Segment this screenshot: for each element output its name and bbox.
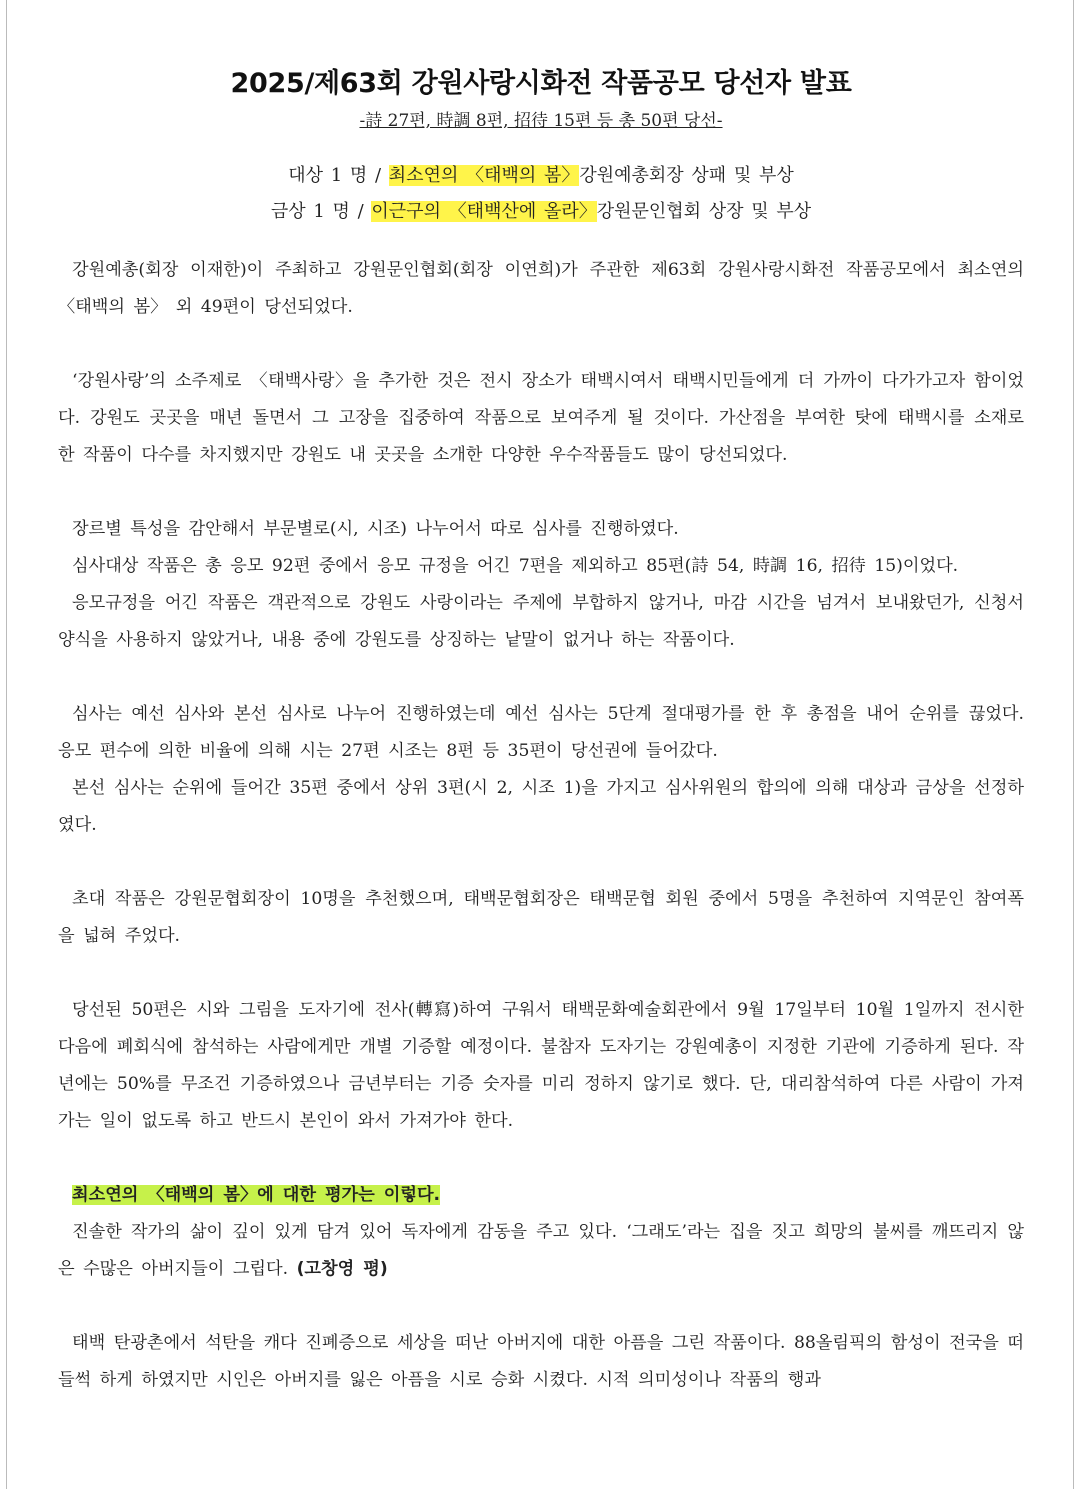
paragraph-entries: 심사대상 작품은 총 응모 92편 중에서 응모 규정을 어긴 7편을 제외하고 85편(詩 54, 時調 16, 招待 15)이었다.: [72, 556, 959, 576]
award-rank: 금상 1 명 /: [270, 201, 372, 222]
review-comment: 진솔한 작가의 삶이 깊이 있게 담겨 있어 독자에게 감동을 주고 있다. ‘그래도’라는 집을 짓고 희망의 불씨를 깨뜨리지 않은 수많은 아버지들이 그립다.: [58, 1222, 1024, 1279]
review-signature: (고창영 평): [296, 1259, 388, 1279]
review-heading-line: [58, 1177, 1024, 1214]
paragraph-intro: 강원예총(회장 이재한)이 주최하고 강원문인협회(회장 이연희)가 주관한 제63회 강원사랑시화전 작품공모에서 최소연의 〈태백의 봄〉 외 49편이 당선되었다.: [58, 260, 1024, 317]
page-border-right: [1073, 0, 1074, 1489]
paragraph-invited: 초대 작품은 강원문협회장이 10명을 추천했으며, 태백문협회장은 태백문협 회원 중에서 5명을 추천하여 지역문인 참여폭을 넓혀 주었다.: [58, 889, 1024, 946]
review-text-2: 태백 탄광촌에서 석탄을 캐다 진폐증으로 세상을 떠난 아버지에 대한 아픔을 그린 작품이다. 88올림픽의 함성이 전국을 떠들썩 하게 하였지만 시인은 아버지를 잃은 아픔을 시로 승화 시켰다. 시적 의미성이나 작품의 행과: [58, 1333, 1024, 1390]
award-winner-highlight: 최소연의 〈태백의 봄〉: [388, 165, 580, 186]
page-border-left: [6, 0, 7, 1489]
document-title: 2025/제63회 강원사랑시화전 작품공모 당선자 발표: [230, 68, 852, 99]
review-text: [58, 1214, 1024, 1288]
award-gold-prize: [58, 194, 1024, 230]
document-page: [58, 62, 1024, 1399]
award-prize: 강원문인협회 상장 및 부상: [596, 201, 812, 222]
award-prize: 강원예총회장 상패 및 부상: [579, 165, 794, 186]
paragraph-genre: 장르별 특성을 감안해서 부문별로(시, 시조) 나누어서 따로 심사를 진행하였다.: [72, 519, 679, 539]
paragraph-theme: ‘강원사랑’의 소주제로 〈태백사랑〉을 추가한 것은 전시 장소가 태백시여서 태백시민들에게 더 가까이 다가가고자 함이었다. 강원도 곳곳을 매년 돌면서 그 고장을 집중하여 작품으로 보여주게 될 것이다. 가산점을 부여한 탓에 태백시를 소재로 한 작품이 다수를 차지했지만 강원도 내 곳곳을 소개한 다양한 우수작품들도 많이 당선되었다.: [58, 371, 1024, 465]
document-subtitle: -詩 27편, 時調 8편, 招待 15편 등 총 50편 당선-: [359, 111, 723, 131]
award-rank: 대상 1 명 /: [288, 165, 389, 186]
review-heading: 최소연의 〈태백의 봄〉에 대한 평가는 이렇다.: [72, 1185, 441, 1205]
paragraph-rules: 응모규정을 어긴 작품은 객관적으로 강원도 사랑이라는 주제에 부합하지 않거나, 마감 시간을 넘겨서 보내왔던가, 신청서 양식을 사용하지 않았거나, 내용 중에 강원도를 상징하는 낱말이 없거나 하는 작품이다.: [58, 593, 1024, 650]
paragraph-final: 본선 심사는 순위에 들어간 35편 중에서 상위 3편(시 2, 시조 1)을 가지고 심사위원의 합의에 의해 대상과 금상을 선정하였다.: [58, 778, 1024, 835]
award-grand-prize: [58, 158, 1024, 194]
paragraph-exhibition: 당선된 50편은 시와 그림을 도자기에 전사(轉寫)하여 구워서 태백문화예술회관에서 9월 17일부터 10월 1일까지 전시한 다음에 폐회식에 참석하는 사람에게만 개별 기증할 예정이다. 불참자 도자기는 강원예총이 지정한 기관에 기증하게 된다. 작년에는 50%를 무조건 기증하였으나 금년부터는 기증 숫자를 미리 정하지 않기로 했다. 단, 대리참석하여 다른 사람이 가져가는 일이 없도록 하고 반드시 본인이 와서 가져가야 한다.: [58, 1000, 1024, 1131]
paragraph-preliminary: 심사는 예선 심사와 본선 심사로 나누어 진행하였는데 예선 심사는 5단계 절대평가를 한 후 총점을 내어 순위를 끊었다. 응모 편수에 의한 비율에 의해 시는 27편 시조는 8편 등 35편이 당선권에 들어갔다.: [58, 704, 1024, 761]
award-winner-highlight: 이근구의 〈태백산에 올라〉: [371, 201, 597, 222]
